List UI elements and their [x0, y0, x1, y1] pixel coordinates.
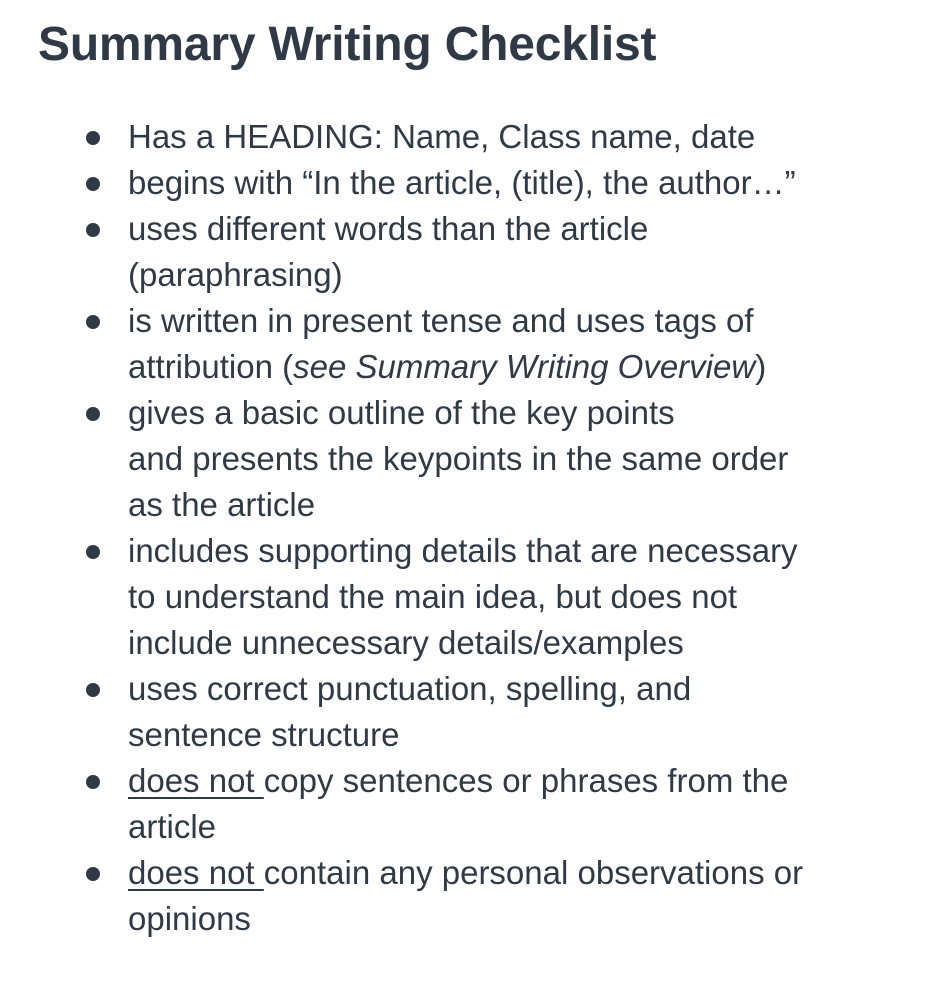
list-item-no-copy [128, 758, 928, 850]
checklist [128, 114, 928, 942]
bullet-icon [86, 315, 100, 329]
item-text: (paraphrasing) [128, 256, 343, 293]
item-text: to understand the main idea, but does not [128, 578, 738, 615]
item-text: and presents the keypoints in the same order [128, 440, 789, 477]
list-item-supporting-details [128, 528, 928, 666]
item-text: Has a HEADING: Name, Class name, date [128, 118, 756, 155]
underlined-does-not: does not [128, 854, 264, 891]
list-item-outline [128, 390, 928, 528]
item-text-rest: contain any personal observations or [263, 854, 804, 891]
item-text: opinions [128, 900, 251, 937]
attribution-suffix: ) [755, 348, 767, 385]
bullet-icon [86, 131, 100, 145]
underlined-does-not: does not [128, 762, 264, 799]
bullet-icon [86, 407, 100, 421]
item-text-attribution [128, 344, 928, 390]
overview-reference: see Summary Writing Overview [293, 348, 756, 385]
item-text: as the article [128, 486, 316, 523]
item-text-rest: copy sentences or phrases from the [263, 762, 789, 799]
bullet-icon [86, 775, 100, 789]
list-item-begins-with [128, 160, 928, 206]
bullet-icon [86, 683, 100, 697]
item-text: includes supporting details that are necessary [128, 532, 798, 569]
item-text: is written in present tense and uses tags of [128, 302, 754, 339]
item-text: uses different words than the article [128, 210, 649, 247]
item-text: article [128, 808, 217, 845]
list-item-heading [128, 114, 928, 160]
item-text: include unnecessary details/examples [128, 624, 684, 661]
list-item-no-opinions [128, 850, 928, 942]
item-text: gives a basic outline of the key points [128, 394, 675, 431]
bullet-icon [86, 177, 100, 191]
item-text: begins with “In the article, (title), the author…” [128, 164, 796, 201]
list-item-paraphrasing [128, 206, 928, 298]
attribution-prefix: attribution ( [128, 348, 294, 385]
bullet-icon [86, 545, 100, 559]
bullet-icon [86, 223, 100, 237]
page-title: Summary Writing Checklist [38, 18, 657, 71]
list-item-punctuation [128, 666, 928, 758]
item-text [128, 758, 928, 804]
item-text: uses correct punctuation, spelling, and [128, 670, 692, 707]
item-text: sentence structure [128, 716, 400, 753]
list-item-present-tense [128, 298, 928, 390]
bullet-icon [86, 867, 100, 881]
item-text [128, 850, 928, 896]
